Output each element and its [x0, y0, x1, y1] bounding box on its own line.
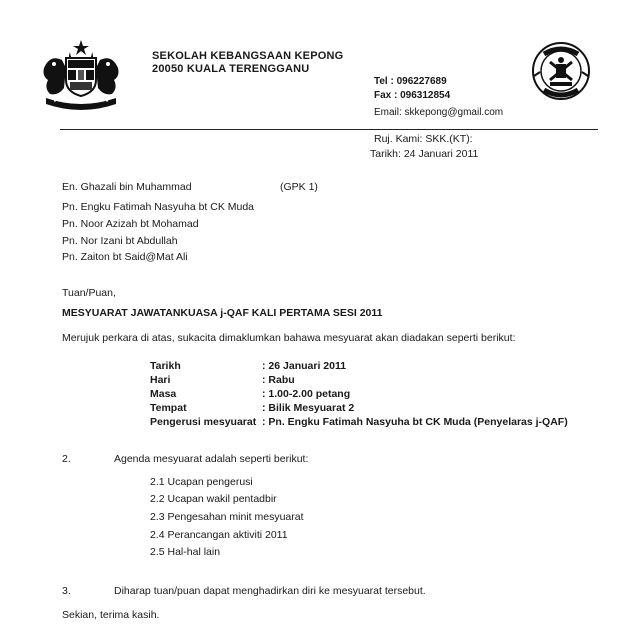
detail-label: Pengerusi mesyuarat — [150, 416, 257, 428]
fax-number: Fax : 096312854 — [374, 90, 451, 101]
detail-label: Hari — [150, 374, 171, 386]
phone-number: Tel : 096227689 — [374, 76, 447, 87]
detail-value: : 26 Januari 2011 — [262, 360, 347, 372]
letter-date: Tarikh: 24 Januari 2011 — [370, 148, 479, 160]
agenda-item: 2.4 Perancangan aktiviti 2011 — [150, 529, 288, 541]
point-number: 3. — [62, 585, 71, 597]
email-address: Email: skkepong@gmail.com — [374, 107, 504, 118]
agenda-heading: Agenda mesyuarat adalah seperti berikut: — [114, 453, 309, 465]
header-divider — [60, 129, 598, 130]
letter-subject: MESYUARAT JAWATANKUASA j-QAF KALI PERTAMA SESI 2011 — [62, 307, 383, 319]
detail-label: Tempat — [150, 402, 187, 414]
attendance-request: Diharap tuan/puan dapat menghadirkan diri ke mesyuarat tersebut. — [114, 585, 426, 597]
school-address: 20050 KUALA TERENGGANU — [152, 63, 310, 75]
recipient-name: Pn. Engku Fatimah Nasyuha bt CK Muda — [62, 201, 255, 213]
school-name: SEKOLAH KEBANGSAAN KEPONG — [152, 50, 344, 62]
agenda-item: 2.1 Ucapan pengerusi — [150, 476, 253, 488]
recipient-name: En. Ghazali bin Muhammad — [62, 181, 192, 193]
malaysia-coat-of-arms-icon — [40, 38, 122, 112]
recipient-name: Pn. Noor Azizah bt Mohamad — [62, 218, 199, 230]
agenda-item: 2.3 Pengesahan minit mesyuarat — [150, 511, 304, 523]
recipient-name: Pn. Nor Izani bt Abdullah — [62, 235, 178, 247]
recipient-role: (GPK 1) — [280, 181, 318, 193]
agenda-item: 2.5 Hal-hal lain — [150, 546, 221, 558]
detail-value: : Pn. Engku Fatimah Nasyuha bt CK Muda (Penyelaras j-QAF) — [262, 416, 568, 428]
detail-value: : Bilik Mesyuarat 2 — [262, 402, 355, 414]
detail-label: Masa — [150, 388, 177, 400]
detail-label: Tarikh — [150, 360, 181, 372]
salutation: Tuan/Puan, — [62, 287, 116, 299]
intro-paragraph: Merujuk perkara di atas, sukacita dimaklumkan bahawa mesyuarat akan diadakan seperti berikut: — [62, 332, 516, 344]
detail-value: : Rabu — [262, 374, 295, 386]
recipient-name: Pn. Zaiton bt Said@Mat Ali — [62, 251, 188, 263]
reference-number: Ruj. Kami: SKK.(KT): — [374, 133, 473, 145]
closing-line: Sekian, terima kasih. — [62, 609, 160, 621]
point-number: 2. — [62, 453, 71, 465]
detail-value: : 1.00-2.00 petang — [262, 388, 351, 400]
school-crest-icon — [530, 40, 592, 106]
agenda-item: 2.2 Ucapan wakil pentadbir — [150, 493, 277, 505]
